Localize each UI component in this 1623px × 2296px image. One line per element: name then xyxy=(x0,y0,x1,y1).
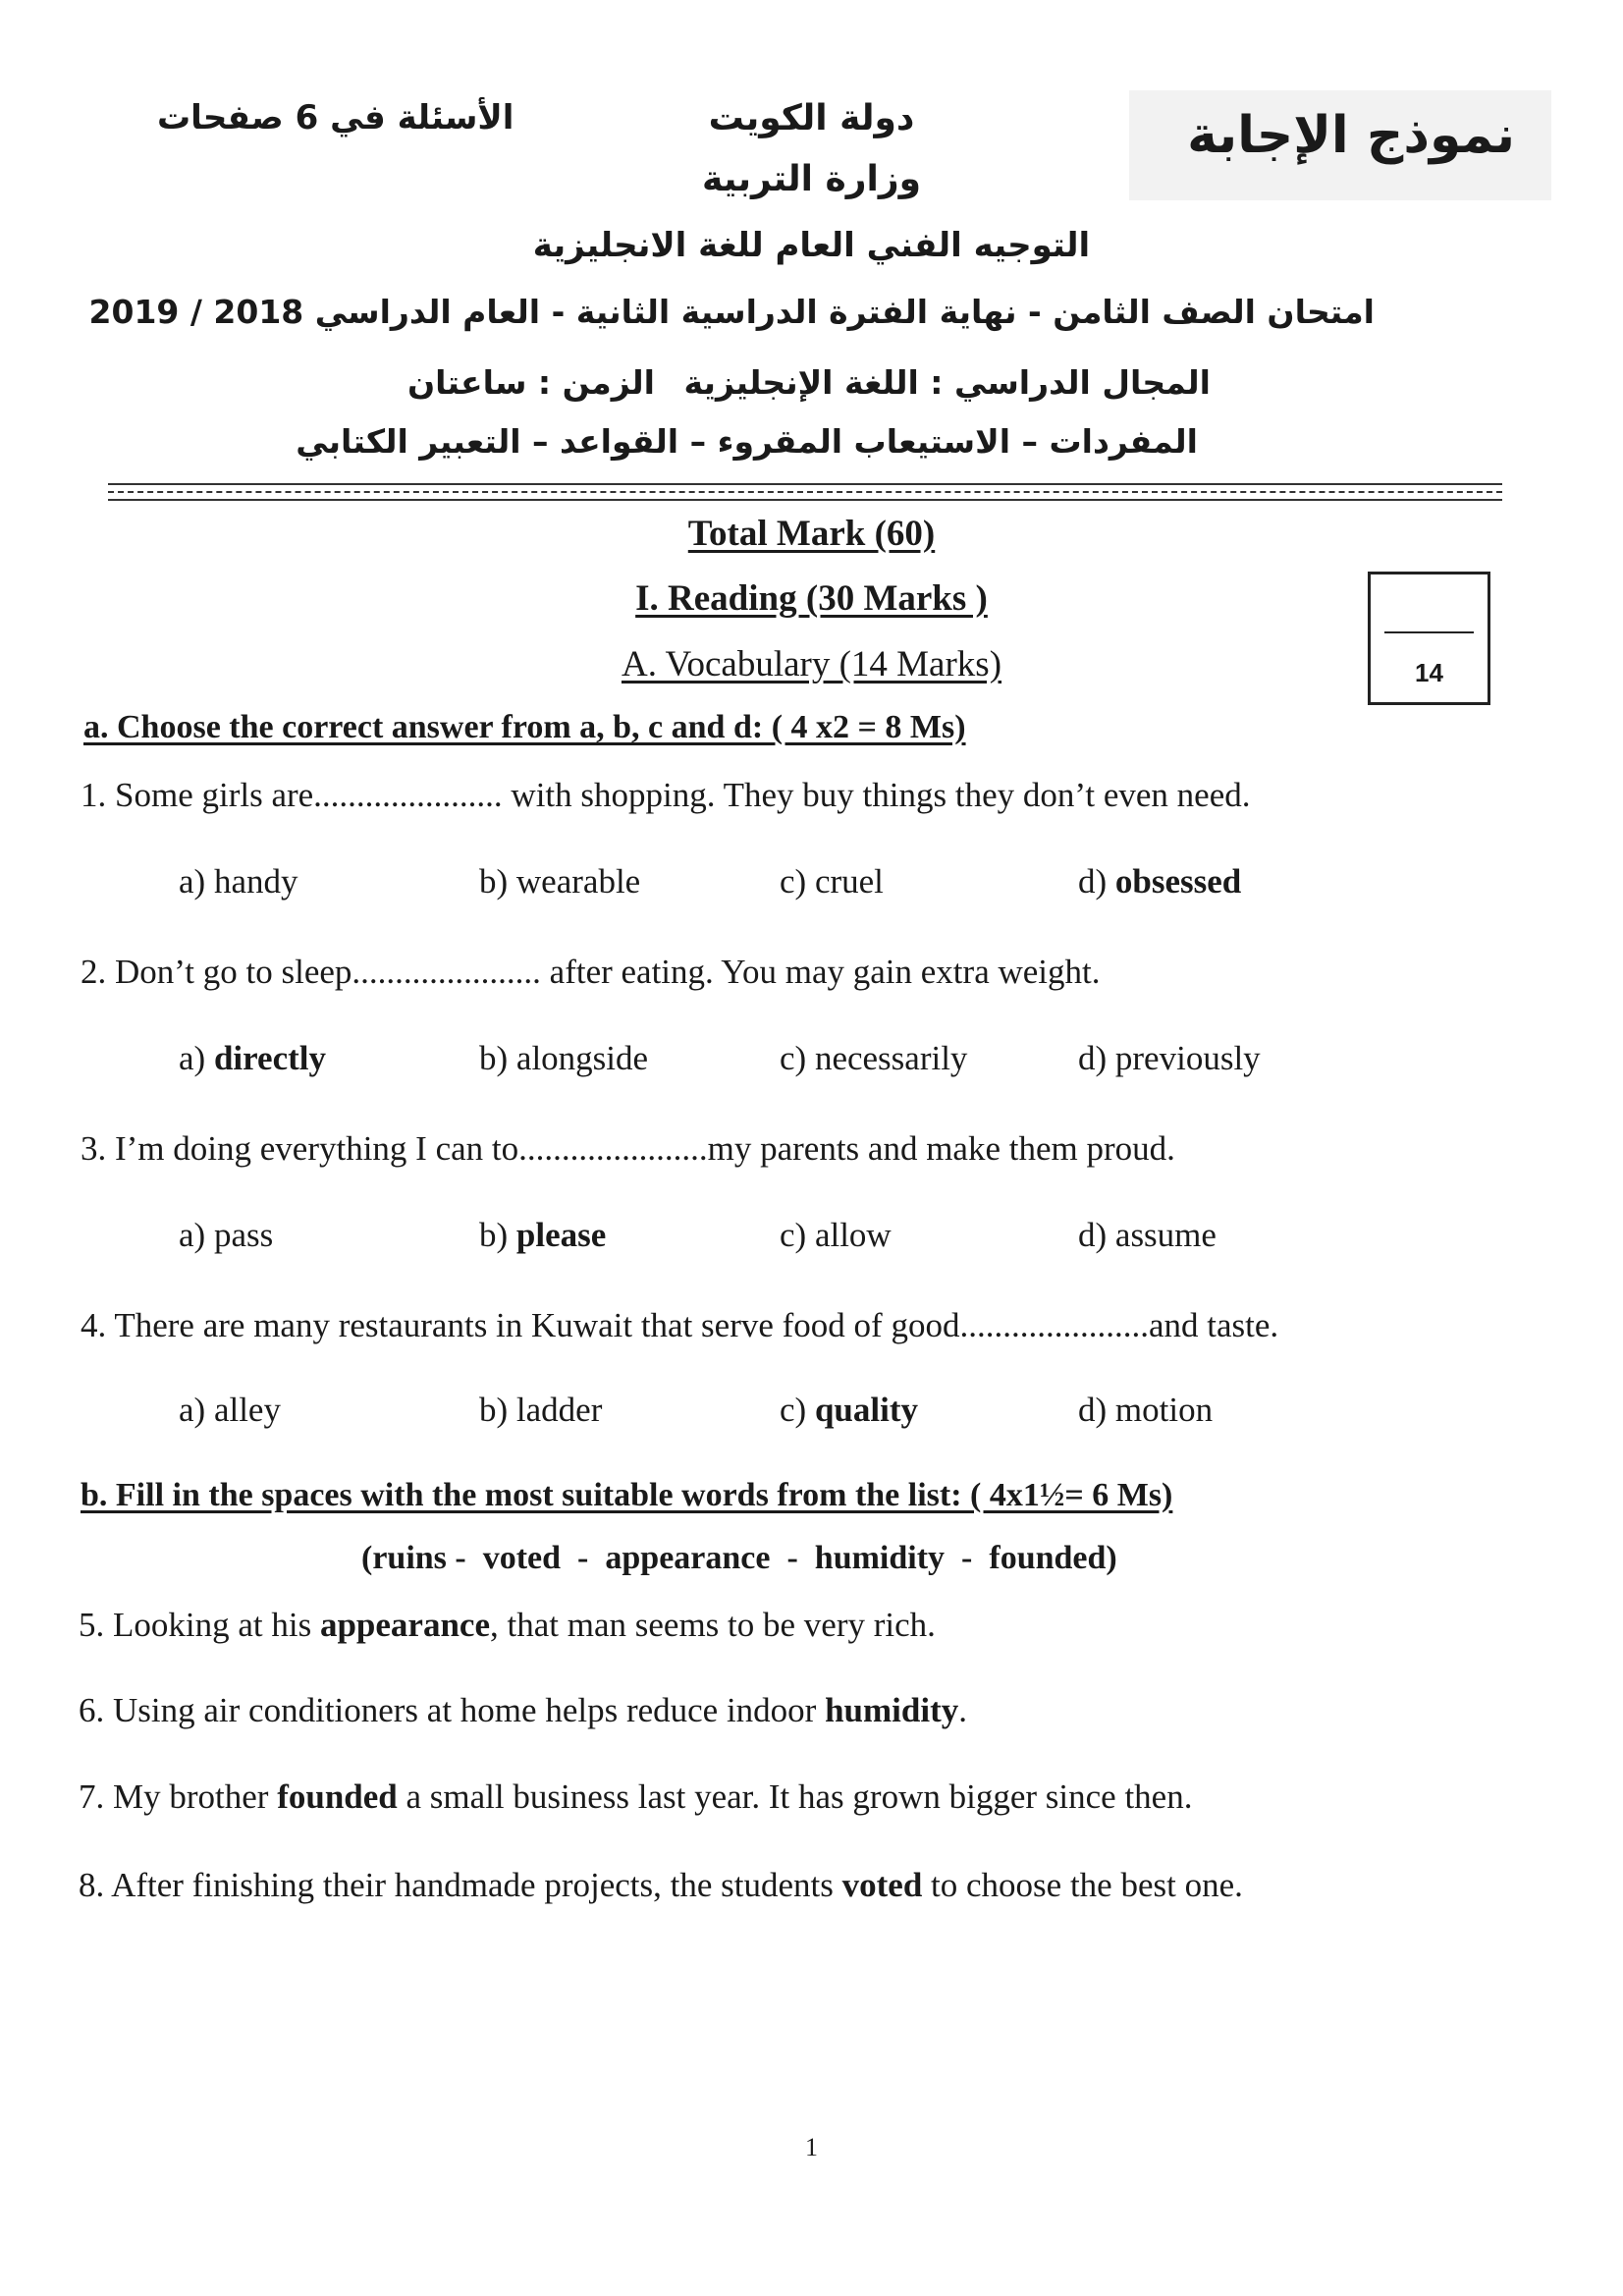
option-text: ladder xyxy=(515,1391,603,1429)
option-letter: d) xyxy=(1078,862,1115,901)
option-text: wearable xyxy=(515,862,641,901)
header-time: الزمن : ساعتان xyxy=(407,363,655,402)
sentence-text-after: a small business last year. It has grown bigger since then. xyxy=(397,1777,1193,1816)
option-text: cruel xyxy=(814,862,884,901)
question-4: 4. There are many restaurants in Kuwait that serve food of good......................and taste. xyxy=(81,1306,1279,1344)
correct-answer: obsessed xyxy=(1114,862,1242,901)
question-1-option-b xyxy=(479,862,640,902)
option-letter: b) xyxy=(479,1039,516,1077)
option-text: assume xyxy=(1114,1216,1217,1254)
vocabulary-title: A. Vocabulary (14 Marks) xyxy=(621,644,1002,684)
option-letter: b) xyxy=(479,1391,516,1429)
option-letter: b) xyxy=(479,1216,516,1254)
sentence-8 xyxy=(79,1866,1243,1905)
option-text: allow xyxy=(814,1216,892,1254)
option-letter: d) xyxy=(1078,1216,1115,1254)
header-department: التوجيه الفني العام للغة الانجليزية xyxy=(532,226,1091,265)
header-sections: المفردات – الاستيعاب المقروء – القواعد – التعبير الكتابي xyxy=(296,422,1198,461)
question-4-option-b xyxy=(479,1391,602,1430)
sentence-answer: voted xyxy=(841,1866,923,1904)
sentence-text-before: After finishing their handmade projects, the students xyxy=(111,1866,842,1904)
sentence-answer: founded xyxy=(277,1777,398,1816)
option-text: previously xyxy=(1114,1039,1261,1077)
option-letter: c) xyxy=(780,862,815,901)
header-country: دولة الكويت xyxy=(708,98,915,138)
sentence-6 xyxy=(79,1691,967,1730)
word-list: (ruins - voted - appearance - humidity - founded) xyxy=(361,1540,1117,1576)
sentence-text-after: to choose the best one. xyxy=(922,1866,1243,1904)
option-letter: b) xyxy=(479,862,516,901)
question-3-option-c xyxy=(780,1216,892,1255)
question-4-option-a xyxy=(179,1391,281,1430)
sentence-number: 5. xyxy=(79,1606,113,1644)
option-letter: a) xyxy=(179,862,214,901)
question-3-option-a xyxy=(179,1216,273,1255)
section-b-title: b. Fill in the spaces with the most suitable words from the list: ( 4x1½= 6 Ms) xyxy=(81,1477,1173,1513)
question-3-option-b xyxy=(479,1216,606,1255)
sentence-7 xyxy=(79,1777,1192,1817)
question-1-option-c xyxy=(780,862,884,902)
option-letter: a) xyxy=(179,1039,214,1077)
question-1-option-a xyxy=(179,862,298,902)
sentence-text-after: . xyxy=(958,1691,967,1729)
option-text: pass xyxy=(213,1216,274,1254)
option-letter: c) xyxy=(780,1216,815,1254)
sentence-number: 8. xyxy=(79,1866,112,1904)
header-divider xyxy=(108,491,1502,493)
correct-answer: directly xyxy=(213,1039,326,1077)
question-4-option-d xyxy=(1078,1391,1213,1430)
option-letter: d) xyxy=(1078,1391,1115,1429)
option-text: alley xyxy=(213,1391,281,1429)
question-2: 2. Don’t go to sleep...................... after eating. You may gain extra weight. xyxy=(81,953,1101,991)
option-text: motion xyxy=(1114,1391,1214,1429)
answer-key-title: نموذج الإجابة xyxy=(1187,106,1515,165)
mark-blank-line xyxy=(1384,631,1474,633)
option-letter: a) xyxy=(179,1391,214,1429)
option-text: handy xyxy=(213,862,298,901)
option-text: alongside xyxy=(515,1039,649,1077)
sentence-number: 6. xyxy=(79,1691,113,1729)
question-1-option-d xyxy=(1078,862,1241,902)
question-3: 3. I’m doing everything I can to......................my parents and make them proud. xyxy=(81,1129,1175,1168)
section-a-title: a. Choose the correct answer from a, b, c and d: ( 4 x2 = 8 Ms) xyxy=(83,709,966,745)
option-letter: c) xyxy=(780,1391,815,1429)
header-divider xyxy=(108,483,1502,485)
sentence-text-after: , that man seems to be very rich. xyxy=(490,1606,936,1644)
correct-answer: quality xyxy=(814,1391,918,1429)
option-letter: c) xyxy=(780,1039,815,1077)
question-2-option-a xyxy=(179,1039,326,1078)
sentence-text-before: Using air conditioners at home helps reduce indoor xyxy=(113,1691,826,1729)
question-2-option-d xyxy=(1078,1039,1261,1078)
sentence-answer: appearance xyxy=(319,1606,491,1644)
header-subject: المجال الدراسي : اللغة الإنجليزية xyxy=(683,363,1211,402)
header-divider xyxy=(108,499,1502,501)
sentence-number: 7. xyxy=(79,1777,113,1816)
sentence-text-before: My brother xyxy=(113,1777,278,1816)
option-text: necessarily xyxy=(814,1039,968,1077)
question-4-option-c xyxy=(780,1391,918,1430)
page-number: 1 xyxy=(805,2133,818,2161)
total-mark-title: Total Mark (60) xyxy=(687,514,936,554)
header-ministry: وزارة التربية xyxy=(702,159,921,199)
option-letter: d) xyxy=(1078,1039,1115,1077)
sentence-text-before: Looking at his xyxy=(113,1606,320,1644)
question-3-option-d xyxy=(1078,1216,1217,1255)
header-exam-title: امتحان الصف الثامن - نهاية الفترة الدراسية الثانية - العام الدراسي 2018 / 2019 xyxy=(88,293,1375,331)
sentence-answer: humidity xyxy=(825,1691,959,1729)
mark-box xyxy=(1368,572,1490,705)
question-2-option-b xyxy=(479,1039,648,1078)
correct-answer: please xyxy=(515,1216,607,1254)
pages-note: الأسئلة في 6 صفحات xyxy=(157,98,514,137)
option-letter: a) xyxy=(179,1216,214,1254)
sentence-5 xyxy=(79,1606,936,1645)
question-1: 1. Some girls are...................... with shopping. They buy things they don’t even need. xyxy=(81,776,1251,814)
question-2-option-c xyxy=(780,1039,967,1078)
reading-title: I. Reading (30 Marks ) xyxy=(635,578,988,619)
mark-total: 14 xyxy=(1415,658,1443,687)
